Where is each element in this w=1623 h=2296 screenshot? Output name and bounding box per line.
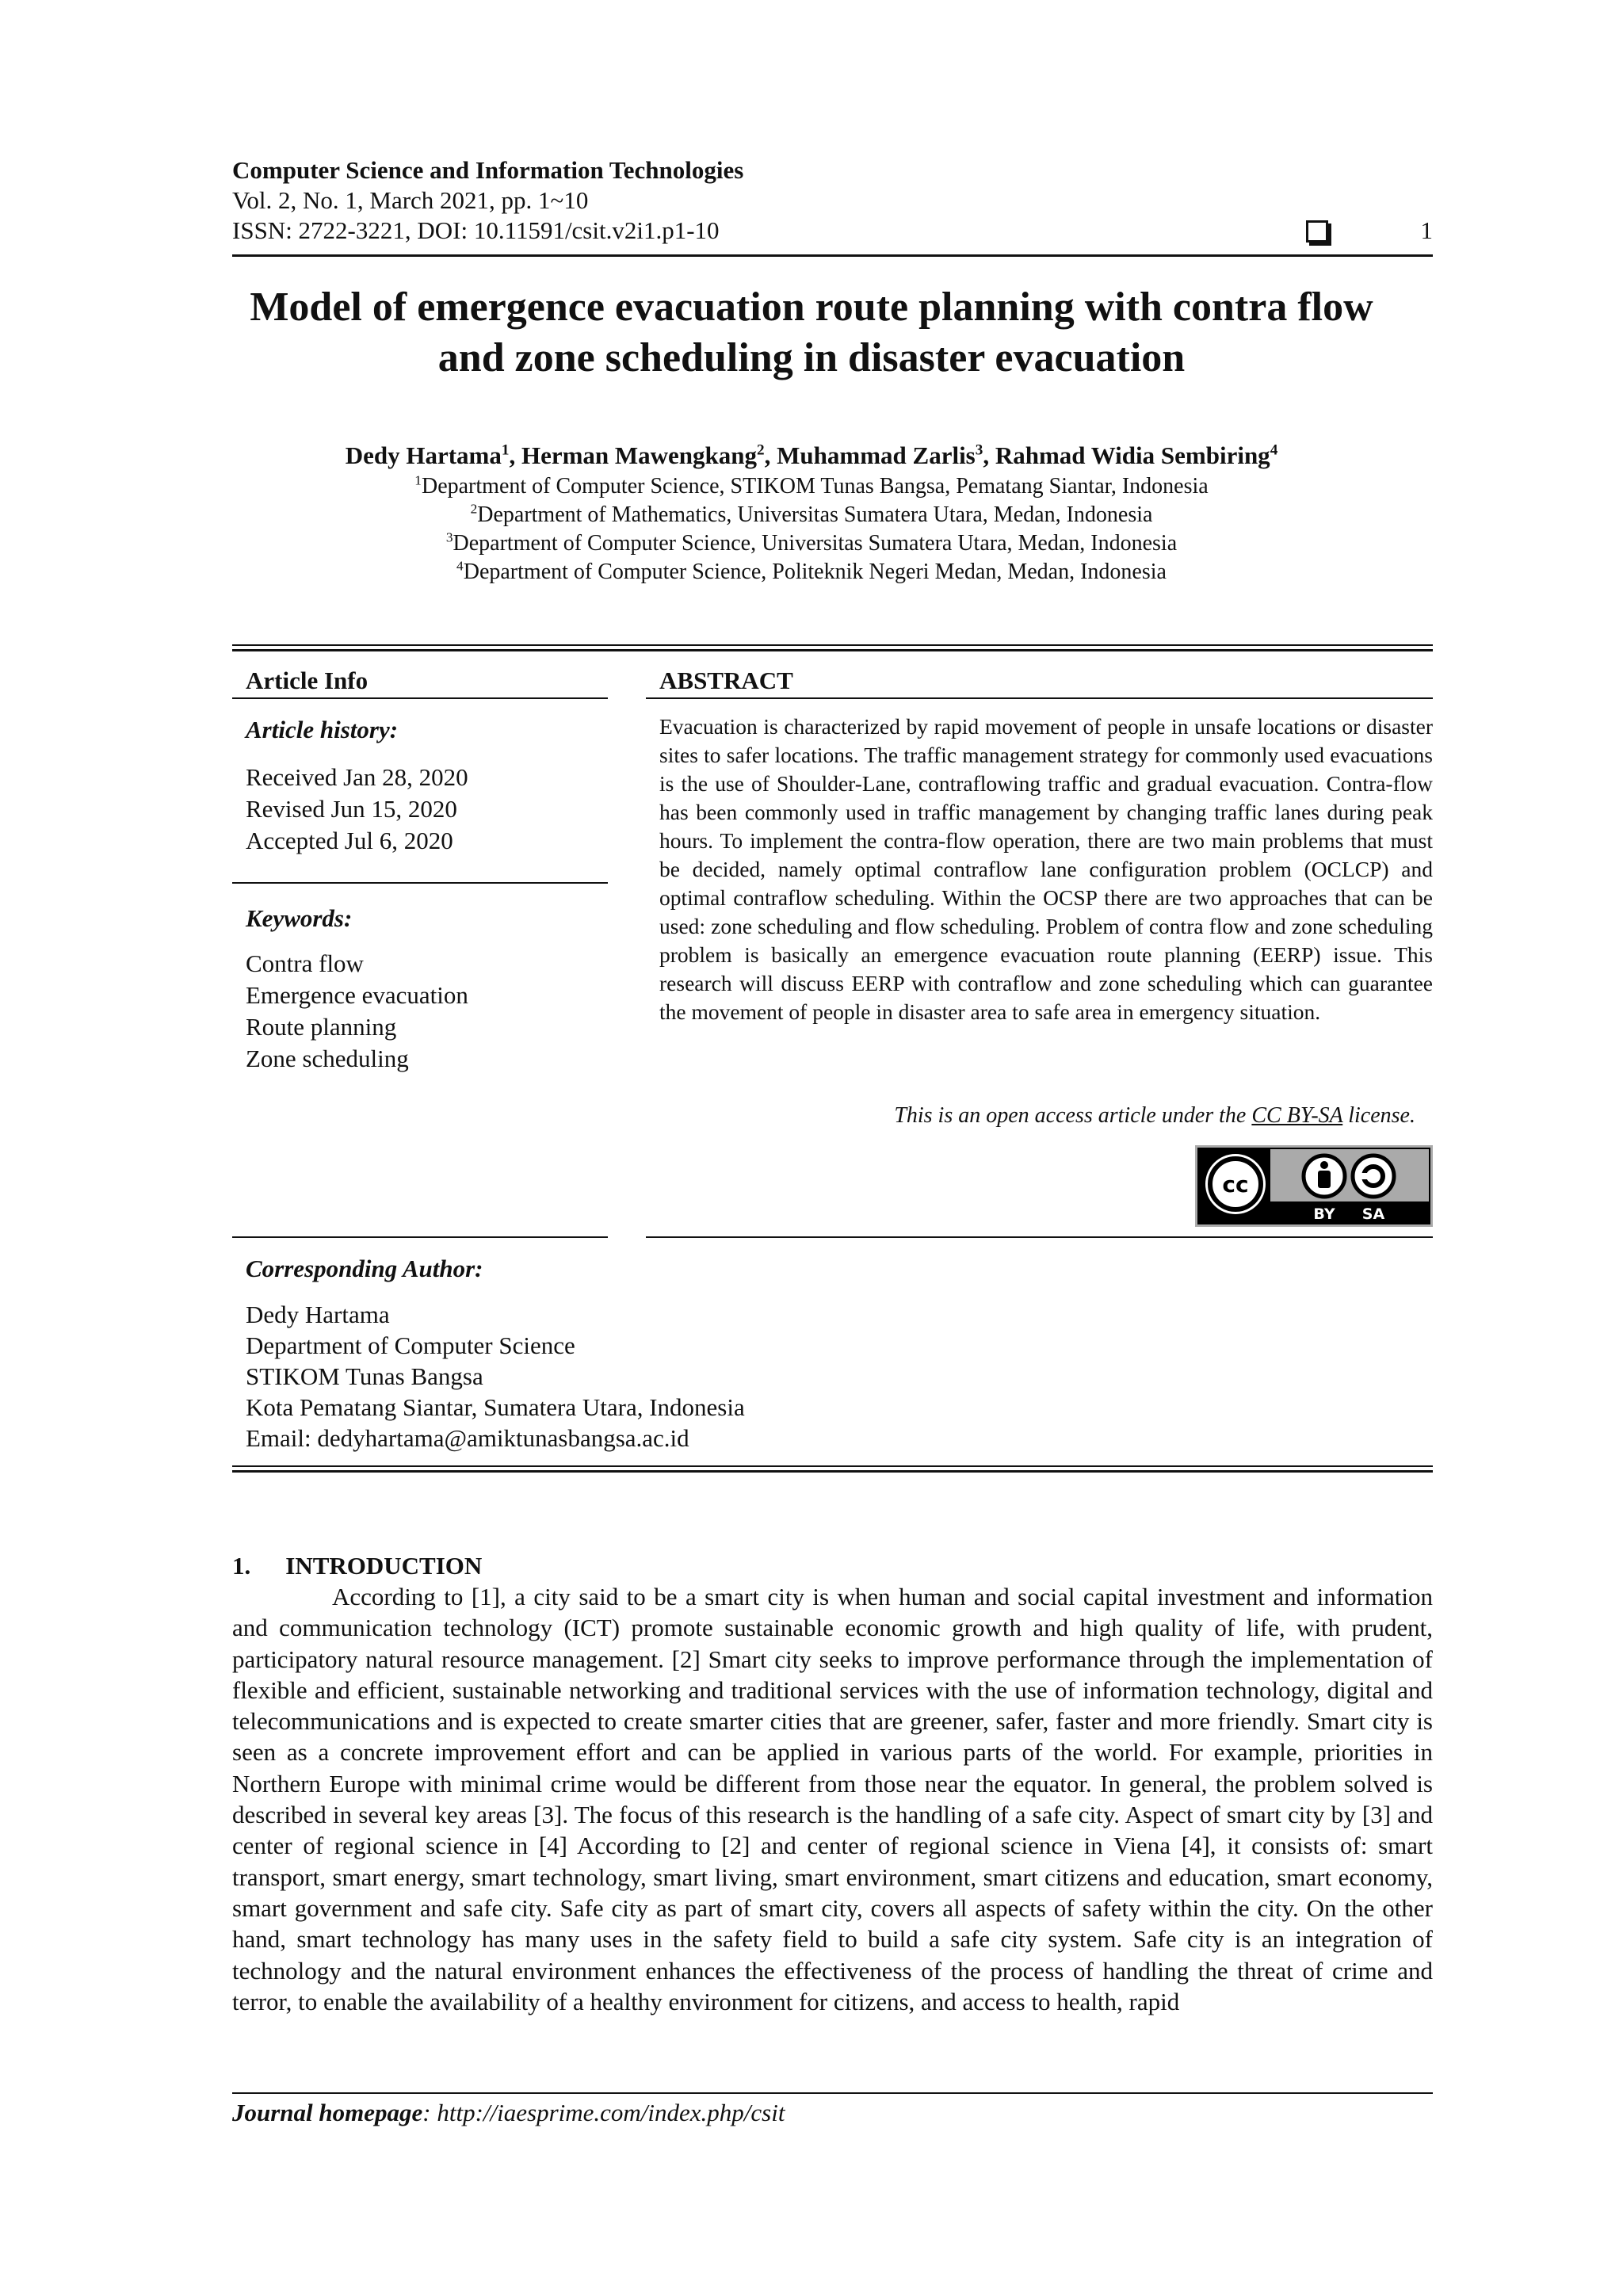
footer-rule <box>232 2092 1433 2094</box>
article-info-heading: Article Info <box>246 667 369 694</box>
affiliation-sup: 4 <box>456 558 464 574</box>
affiliation-3 <box>190 529 1433 558</box>
journal-issn-doi: ISSN: 2722-3221, DOI: 10.11591/csit.v2i1.p1-10 <box>232 216 720 244</box>
section-number: 1. <box>232 1552 251 1580</box>
corresponding-address: Kota Pematang Siantar, Sumatera Utara, Indonesia <box>246 1393 745 1421</box>
corresponding-heading: Corresponding Author: <box>246 1255 483 1282</box>
infobox-top-rule-thick <box>232 649 1433 651</box>
introduction-heading <box>232 1551 482 1581</box>
keyword-item: Route planning <box>246 1013 397 1041</box>
header-rule <box>232 254 1433 257</box>
keyword-item: Zone scheduling <box>246 1045 409 1072</box>
attribution-icon <box>1304 1156 1345 1197</box>
license-prefix: This is an open access article under the <box>894 1103 1252 1128</box>
history-revised: Revised Jun 15, 2020 <box>246 795 457 823</box>
keywords-rule <box>232 882 608 884</box>
affiliation-text: Department of Computer Science, Politeknik Negeri Medan, Medan, Indonesia <box>463 560 1167 584</box>
keyword-item: Contra flow <box>246 949 364 977</box>
cc-label: cc <box>1222 1171 1249 1198</box>
section-title: INTRODUCTION <box>285 1552 483 1580</box>
introduction-text: According to [1], a city said to be a smart city is when human and social capital investment and information and communication technology (ICT) promote sustainable economic growth and high quality of life, with prudent, participatory natural resource management. [2] Smart city seeks to improve performance through the implementation of flexible and efficient, sustainable networking and traditional services with the use of information technology, digital and telecommunications and is expected to create smarter cities that are greener, safer, faster and more friendly. Smart city is seen as a concrete improvement effort and can be applied in various parts of the world. For example, priorities in Northern Europe with minimal crime would be different from those near the equator. In general, the problem solved is described in several key areas [3]. The focus of this research is the handling of a safe city. Aspect of smart city by [3] and center of regional science in [4] According to [2] and center of regional science in Viena [4], it consists of: smart transport, smart energy, smart technology, smart living, smart environment, smart citizens and education, smart economy, smart government and safe city. Safe city as part of smart city, covers all aspects of safety within the city. On the other hand, smart technology has many uses in the safety field to build a safe city system. Safe city is an integration of technology and the natural environment enhances the effectiveness of the process of handling the threat of crime and terror, to enable the availability of a healthy environment for citizens, and access to health, rapid <box>232 1583 1433 2015</box>
journal-name: Computer Science and Information Technologies <box>232 156 744 184</box>
license-link[interactable]: CC BY-SA <box>1251 1103 1343 1128</box>
affiliation-2 <box>190 501 1433 529</box>
title-line-1: Model of emergence evacuation route planning with contra flow <box>250 285 1373 330</box>
keywords-heading: Keywords: <box>246 904 353 932</box>
author-name: Herman Mawengkang <box>521 441 758 469</box>
infobox-bottom-rule <box>232 1465 1433 1467</box>
homepage-url[interactable]: : http://iaesprime.com/index.php/csit <box>422 2099 785 2126</box>
affiliation-sup: 2 <box>470 501 478 517</box>
affiliation-text: Department of Computer Science, Universitas Sumatera Utara, Medan, Indonesia <box>453 531 1178 556</box>
abstract-text: Evacuation is characterized by rapid movement of people in unsafe locations or disaster sites to safer locations. The traffic management strategy for commonly used evacuations is the use of Shoulder-Lane, contraflowing traffic and gradual evacuation. Contra-flow has been commonly used in traffic management by changing traffic lanes during peak hours. To implement the contra-flow operation, there are two main problems that must be decided, namely optimal contraflow lane configuration problem (OCLCP) and optimal contraflow scheduling. Within the OCSP there are two approaches that can be used: zone scheduling and flow scheduling. Problem of contra flow and zone scheduling problem is basically an emergence evacuation route planning (EERP) issue. This research will discuss EERP with contraflow and zone scheduling which can guarantee the movement of people in disaster area to safe area in emergency situation. <box>659 714 1433 1024</box>
title-line-2: and zone scheduling in disaster evacuation <box>437 335 1186 380</box>
author-sup: 3 <box>975 441 983 459</box>
author-list: Dedy Hartama$^1$, Herman Mawengkang$^2$, Muhammad Zarlis$^3$, Rahmad Widia Sembiring$^4$ <box>345 441 1278 469</box>
keyword-item: Emergence evacuation <box>246 981 468 1009</box>
corresponding-name: Dedy Hartama <box>246 1301 390 1328</box>
sa-label: SA <box>1361 1205 1385 1223</box>
corresponding-institution: STIKOM Tunas Bangsa <box>246 1362 483 1390</box>
corresponding-rule-right <box>646 1236 1433 1238</box>
author-name: Muhammad Zarlis <box>777 441 976 469</box>
affiliation-4 <box>190 558 1433 586</box>
corresponding-email: Email: dedyhartama@amiktunasbangsa.ac.id <box>246 1424 689 1452</box>
license-statement <box>894 1102 1415 1130</box>
affiliation-text: Department of Mathematics, Universitas Sumatera Utara, Medan, Indonesia <box>477 502 1153 527</box>
author-sup: 1 <box>501 441 510 459</box>
affiliation-text: Department of Computer Science, STIKOM Tunas Bangsa, Pematang Siantar, Indonesia <box>421 474 1209 499</box>
corresponding-department: Department of Computer Science <box>246 1331 575 1359</box>
homepage-label: Journal homepage <box>232 2099 423 2126</box>
paper-title <box>190 282 1433 384</box>
author-sup: 4 <box>1270 441 1278 459</box>
article-history-heading: Article history: <box>246 716 399 743</box>
license-suffix: license. <box>1342 1103 1415 1128</box>
infobox-bottom-rule-thick <box>232 1470 1433 1473</box>
history-accepted: Accepted Jul 6, 2020 <box>246 827 453 854</box>
share-alike-icon <box>1353 1156 1394 1197</box>
by-label: BY <box>1313 1205 1335 1223</box>
journal-volume: Vol. 2, No. 1, March 2021, pp. 1~10 <box>232 186 589 214</box>
affiliation-1 <box>190 472 1433 501</box>
page-number: 1 <box>1420 216 1433 244</box>
article-info-rule <box>232 697 608 699</box>
affiliation-sup: 3 <box>445 529 453 545</box>
square-box-icon <box>1306 220 1328 243</box>
corresponding-rule-left <box>232 1236 608 1238</box>
history-received: Received Jan 28, 2020 <box>246 763 468 791</box>
abstract-heading: ABSTRACT <box>659 667 793 694</box>
journal-homepage <box>232 2098 785 2128</box>
author-sup: 2 <box>757 441 765 459</box>
affiliation-sup: 1 <box>414 472 422 488</box>
author-name: Rahmad Widia Sembiring <box>995 441 1270 469</box>
abstract-rule <box>646 697 1433 699</box>
cc-by-sa-badge[interactable] <box>1195 1145 1433 1227</box>
infobox-top-rule <box>232 644 1433 646</box>
author-name: Dedy Hartama <box>345 441 502 469</box>
